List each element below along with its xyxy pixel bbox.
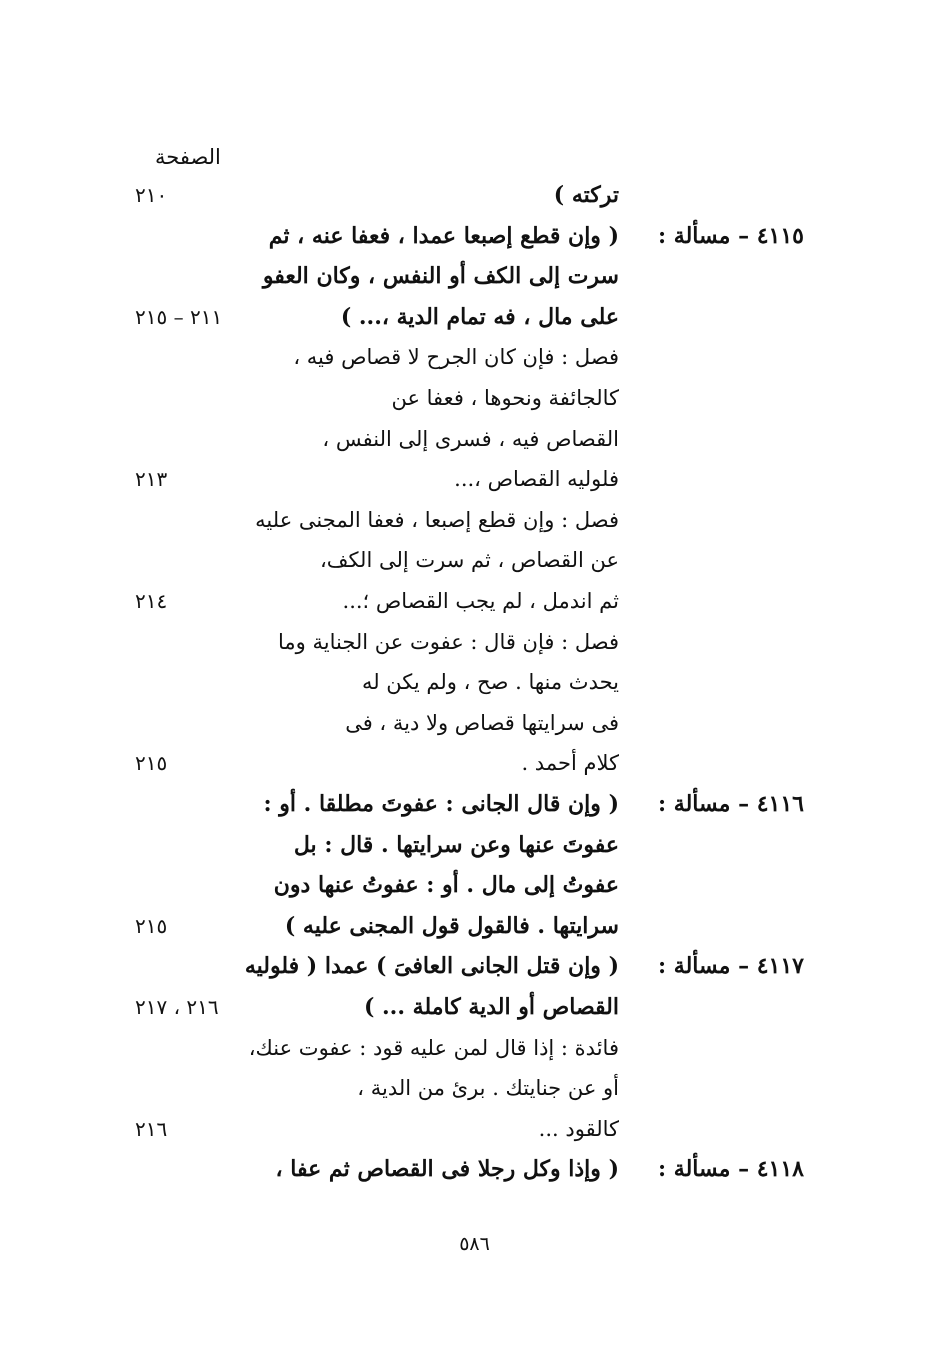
index-line [0,865,949,905]
page-reference: ٢١٦ [135,1116,168,1141]
entry-text: فصل : فإن قال : عفوت عن الجناية وما [278,629,619,654]
page-reference: ٢١٥ [135,751,168,776]
index-line [0,906,949,946]
entry-text: يحدث منها . صح ، ولم يكن له [361,670,619,695]
entry-text: فائدة : إذا قال لمن عليه قود : عفوت عنك، [248,1035,619,1060]
index-line [0,459,949,499]
index-line [0,622,949,662]
entry-text: فى سرايتها قصاص ولا دية ، فى [345,710,619,735]
index-line [0,419,949,459]
page-number: ٥٨٦ [459,1233,490,1255]
entry-text: كلام أحمد . [521,751,619,776]
index-line [0,825,949,865]
index-line [0,1068,949,1108]
page-reference: ٢١٤ [135,589,168,613]
entry-text: ( وإذا وكل رجلا فى القصاص ثم عفا ، [275,1156,619,1183]
index-line [0,703,949,743]
entry-number: ٤١١٨ – مسألة : [658,1156,804,1183]
entry-text: عفوتَ عنها وعن سرايتها . قال : بل [293,831,619,858]
index-line [0,1149,949,1189]
page-reference: ٢١٣ [135,467,168,492]
index-line [0,946,949,986]
entry-text: أو عن جنايتك . برئ من الدية ، [357,1076,619,1101]
entry-text: ( وإن قال الجانى : عفوتَ مطلقا . أو : [263,791,619,817]
index-line [0,1109,949,1149]
index-line [0,500,949,540]
entry-text: تركته ) [553,182,619,208]
entry-text: ثم اندمل ، لم يجب القصاص ؛... [342,589,619,613]
index-line [0,662,949,702]
entry-text: القصاص أو الدية كاملة ... ) [363,994,619,1020]
entry-text: سرايتها . فالقول قول المجنى عليه ) [284,912,619,939]
entry-text: عفوتُ إلى مال . أو : عفوتُ عنها دون [273,872,619,899]
page-reference: ٢١٥ [135,913,168,938]
index-line [0,256,949,296]
index-line [0,784,949,824]
index-line [0,581,949,621]
index-line [0,337,949,377]
index-line [0,175,949,215]
entry-number: ٤١١٧ – مسألة : [658,953,804,980]
entry-text: كالقود ... [538,1116,619,1141]
index-line [0,1028,949,1068]
entry-text: عن القصاص ، ثم سرت إلى الكف، [319,548,619,573]
entry-number: ٤١١٥ – مسألة : [658,222,804,249]
page-column-header: الصفحة [155,145,221,169]
index-line [0,378,949,418]
entry-text: على مال ، فه تمام الدية ،... ) [340,303,619,330]
page-reference: ٢١٦ ، ٢١٧ [135,995,219,1019]
page-reference: ٢١١ – ٢١٥ [135,304,223,329]
index-line [0,743,949,783]
entry-text: القصاص فيه ، فسرى إلى النفس ، [322,426,619,451]
index-line [0,987,949,1027]
entry-text: ( وإن قتل الجانى العافىَ ) عمدا ( فلوليه [244,953,619,980]
entry-text: كالجائفة ونحوها ، فعفا عن [391,386,619,410]
entry-text: سرت إلى الكف أو النفس ، وكان العفو [262,263,619,290]
entry-text: فصل : فإن كان الجرح لا قصاص فيه ، [293,345,619,370]
page-reference: ٢١٠ [135,183,168,207]
index-line [0,216,949,256]
index-line [0,297,949,337]
entry-text: ( وإن قطع إصبعا عمدا ، فعفا عنه ، ثم [268,222,619,249]
entry-number: ٤١١٦ – مسألة : [658,791,804,817]
entry-text: فصل : وإن قطع إصبعا ، فعفا المجنى عليه [255,507,619,532]
index-line [0,540,949,580]
entry-text: فلوليه القصاص ،... [454,467,619,492]
